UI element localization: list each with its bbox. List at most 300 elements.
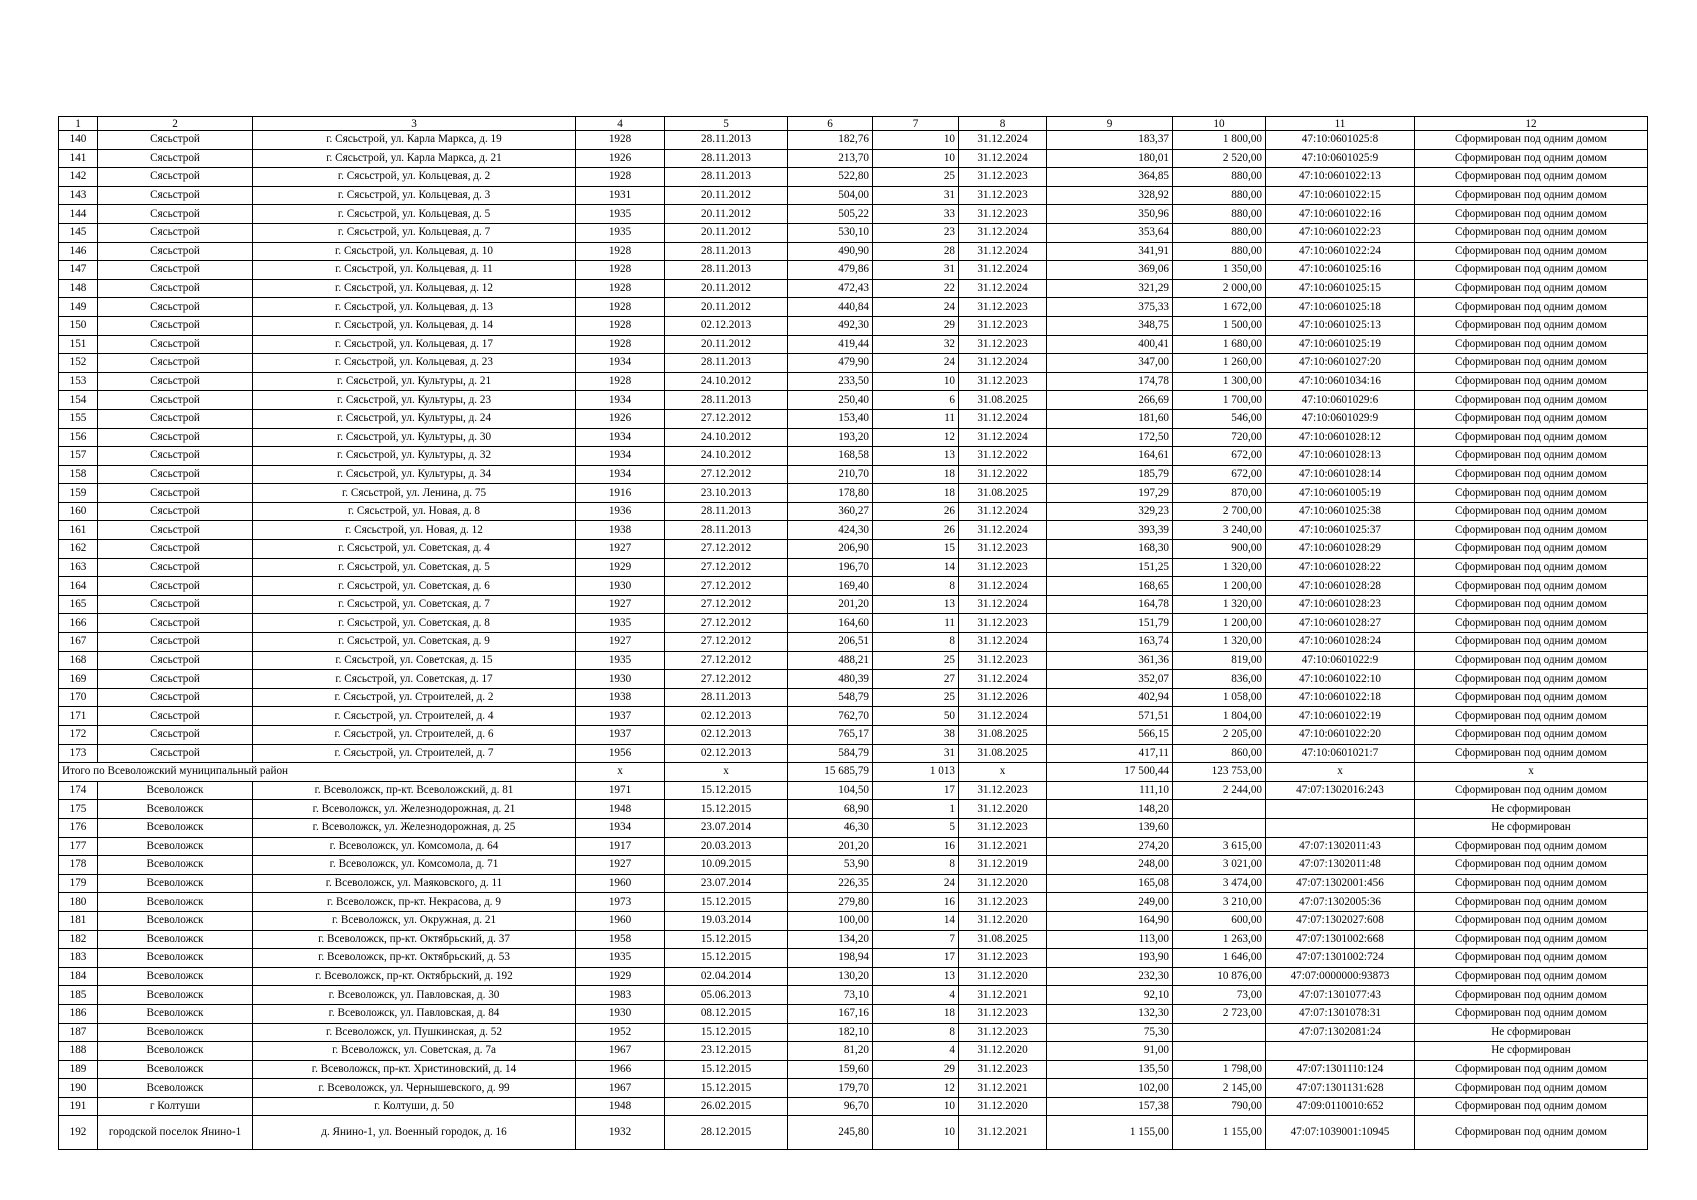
settlement-cell: Сясьстрой bbox=[98, 614, 253, 633]
settlement-cell: Сясьстрой bbox=[98, 205, 253, 224]
table-row bbox=[59, 986, 1648, 1005]
build-year-cell: 1935 bbox=[576, 223, 665, 242]
settlement-cell: Всеволожск bbox=[98, 930, 253, 949]
residents-cell: 5 bbox=[873, 818, 959, 837]
cadastral-number-cell: 47:10:0601022:23 bbox=[1266, 223, 1415, 242]
settlement-cell: Сясьстрой bbox=[98, 168, 253, 187]
relocation-date-cell: 31.12.2024 bbox=[959, 242, 1047, 261]
living-area-cell: 168,65 bbox=[1047, 577, 1173, 596]
build-year-cell: 1930 bbox=[576, 577, 665, 596]
address-cell: г. Сясьстрой, ул. Советская, д. 7 bbox=[253, 595, 576, 614]
residents-cell: 10 bbox=[873, 131, 959, 150]
cadastral-number-cell: 47:07:1302001:456 bbox=[1266, 874, 1415, 893]
living-area-cell: 165,08 bbox=[1047, 874, 1173, 893]
column-header: 12 bbox=[1415, 117, 1648, 131]
row-number-cell: 142 bbox=[59, 168, 98, 187]
table-row bbox=[59, 298, 1648, 317]
inspection-date-cell: 20.11.2012 bbox=[665, 279, 788, 298]
address-cell: г. Сясьстрой, ул. Кольцевая, д. 2 bbox=[253, 168, 576, 187]
residents-cell: 31 bbox=[873, 261, 959, 280]
row-number-cell: 170 bbox=[59, 688, 98, 707]
land-status-cell: Сформирован под одним домом bbox=[1415, 1097, 1648, 1116]
row-number-cell: 184 bbox=[59, 967, 98, 986]
residents-cell: 24 bbox=[873, 298, 959, 317]
area-cell: 440,84 bbox=[788, 298, 873, 317]
cadastral-number-cell: 47:10:0601028:13 bbox=[1266, 447, 1415, 466]
area-cell: 206,51 bbox=[788, 633, 873, 652]
land-area-cell: 2 520,00 bbox=[1173, 149, 1266, 168]
area-cell: 153,40 bbox=[788, 409, 873, 428]
living-area-cell: 185,79 bbox=[1047, 465, 1173, 484]
inspection-date-cell: 28.11.2013 bbox=[665, 242, 788, 261]
address-cell: г. Сясьстрой, ул. Советская, д. 5 bbox=[253, 558, 576, 577]
row-number-cell: 176 bbox=[59, 818, 98, 837]
settlement-cell: Сясьстрой bbox=[98, 279, 253, 298]
settlement-cell: Сясьстрой bbox=[98, 744, 253, 763]
residents-cell: 11 bbox=[873, 409, 959, 428]
table-row bbox=[59, 484, 1648, 503]
settlement-cell: Всеволожск bbox=[98, 800, 253, 819]
land-status-cell: Сформирован под одним домом bbox=[1415, 595, 1648, 614]
inspection-date-cell: 10.09.2015 bbox=[665, 856, 788, 875]
land-status-cell: Сформирован под одним домом bbox=[1415, 911, 1648, 930]
area-cell: 53,90 bbox=[788, 856, 873, 875]
inspection-date-cell: 20.11.2012 bbox=[665, 335, 788, 354]
living-area-cell: 328,92 bbox=[1047, 186, 1173, 205]
cadastral-number-cell: 47:10:0601028:22 bbox=[1266, 558, 1415, 577]
land-status-cell: Сформирован под одним домом bbox=[1415, 949, 1648, 968]
table-row bbox=[59, 874, 1648, 893]
area-cell: 196,70 bbox=[788, 558, 873, 577]
row-number-cell: 141 bbox=[59, 149, 98, 168]
build-year-cell: 1932 bbox=[576, 1116, 665, 1150]
row-number-cell: 158 bbox=[59, 465, 98, 484]
living-area-cell: 181,60 bbox=[1047, 409, 1173, 428]
relocation-date-cell: 31.12.2023 bbox=[959, 186, 1047, 205]
living-area-cell: 400,41 bbox=[1047, 335, 1173, 354]
settlement-cell: Всеволожск bbox=[98, 874, 253, 893]
land-area-cell: 1 260,00 bbox=[1173, 354, 1266, 373]
residents-cell: 38 bbox=[873, 726, 959, 745]
build-year-cell: 1937 bbox=[576, 707, 665, 726]
table-row bbox=[59, 949, 1648, 968]
address-cell: г. Сясьстрой, ул. Строителей, д. 6 bbox=[253, 726, 576, 745]
address-cell: г. Сясьстрой, ул. Строителей, д. 4 bbox=[253, 707, 576, 726]
residents-cell: 17 bbox=[873, 781, 959, 800]
inspection-date-cell: 27.12.2012 bbox=[665, 595, 788, 614]
cadastral-number-cell: 47:10:0601025:8 bbox=[1266, 131, 1415, 150]
cadastral-number-cell: 47:07:1039001:10945 bbox=[1266, 1116, 1415, 1150]
living-area-cell: 347,00 bbox=[1047, 354, 1173, 373]
table-row bbox=[59, 168, 1648, 187]
table-row bbox=[59, 781, 1648, 800]
settlement-cell: Всеволожск bbox=[98, 1004, 253, 1023]
row-number-cell: 181 bbox=[59, 911, 98, 930]
settlement-cell: Всеволожск bbox=[98, 781, 253, 800]
build-year-cell: 1916 bbox=[576, 484, 665, 503]
relocation-date-cell: 31.12.2024 bbox=[959, 131, 1047, 150]
cadastral-number-cell: 47:07:0000000:93873 bbox=[1266, 967, 1415, 986]
total-area-cell: 15 685,79 bbox=[788, 763, 873, 782]
inspection-date-cell: 02.12.2013 bbox=[665, 726, 788, 745]
area-cell: 68,90 bbox=[788, 800, 873, 819]
area-cell: 490,90 bbox=[788, 242, 873, 261]
land-status-cell: Сформирован под одним домом bbox=[1415, 1004, 1648, 1023]
land-area-cell: 672,00 bbox=[1173, 447, 1266, 466]
settlement-cell: Сясьстрой bbox=[98, 372, 253, 391]
inspection-date-cell: 15.12.2015 bbox=[665, 781, 788, 800]
housing-register-table bbox=[58, 116, 1648, 1150]
area-cell: 360,27 bbox=[788, 502, 873, 521]
inspection-date-cell: 15.12.2015 bbox=[665, 1079, 788, 1098]
settlement-cell: Сясьстрой bbox=[98, 670, 253, 689]
cadastral-number-cell: 47:10:0601029:9 bbox=[1266, 409, 1415, 428]
living-area-cell: 183,37 bbox=[1047, 131, 1173, 150]
land-area-cell bbox=[1173, 800, 1266, 819]
table-row bbox=[59, 856, 1648, 875]
relocation-date-cell: 31.12.2024 bbox=[959, 521, 1047, 540]
inspection-date-cell: 28.11.2013 bbox=[665, 502, 788, 521]
land-area-cell: 3 240,00 bbox=[1173, 521, 1266, 540]
settlement-cell: городской поселок Янино-1 bbox=[98, 1116, 253, 1150]
land-status-cell: Сформирован под одним домом bbox=[1415, 540, 1648, 559]
address-cell: г. Всеволожск, ул. Маяковского, д. 11 bbox=[253, 874, 576, 893]
build-year-cell: 1927 bbox=[576, 856, 665, 875]
build-year-cell: 1934 bbox=[576, 818, 665, 837]
residents-cell: 22 bbox=[873, 279, 959, 298]
area-cell: 167,16 bbox=[788, 1004, 873, 1023]
cadastral-number-cell: 47:07:1302005:36 bbox=[1266, 893, 1415, 912]
table-row bbox=[59, 465, 1648, 484]
land-status-cell: Сформирован под одним домом bbox=[1415, 372, 1648, 391]
land-status-cell: Сформирован под одним домом bbox=[1415, 1060, 1648, 1079]
settlement-cell: Сясьстрой bbox=[98, 149, 253, 168]
land-status-cell: Сформирован под одним домом bbox=[1415, 465, 1648, 484]
table-row bbox=[59, 837, 1648, 856]
address-cell: г. Всеволожск, ул. Железнодорожная, д. 21 bbox=[253, 800, 576, 819]
table-row bbox=[59, 335, 1648, 354]
address-cell: г. Всеволожск, пр-кт. Христиновский, д. 14 bbox=[253, 1060, 576, 1079]
table-row bbox=[59, 670, 1648, 689]
residents-cell: 10 bbox=[873, 372, 959, 391]
living-area-cell: 566,15 bbox=[1047, 726, 1173, 745]
inspection-date-cell: 20.11.2012 bbox=[665, 186, 788, 205]
living-area-cell: 393,39 bbox=[1047, 521, 1173, 540]
settlement-cell: Сясьстрой bbox=[98, 261, 253, 280]
area-cell: 522,80 bbox=[788, 168, 873, 187]
land-status-cell: Сформирован под одним домом bbox=[1415, 521, 1648, 540]
total-residents-cell: 1 013 bbox=[873, 763, 959, 782]
cadastral-number-cell: 47:10:0601022:10 bbox=[1266, 670, 1415, 689]
area-cell: 81,20 bbox=[788, 1042, 873, 1061]
address-cell: г. Сясьстрой, ул. Карла Маркса, д. 19 bbox=[253, 131, 576, 150]
inspection-date-cell: 23.07.2014 bbox=[665, 874, 788, 893]
land-area-cell: 3 021,00 bbox=[1173, 856, 1266, 875]
living-area-cell: 151,25 bbox=[1047, 558, 1173, 577]
settlement-cell: Сясьстрой bbox=[98, 131, 253, 150]
inspection-date-cell: 27.12.2012 bbox=[665, 540, 788, 559]
area-cell: 182,10 bbox=[788, 1023, 873, 1042]
cadastral-number-cell: 47:07:1301002:668 bbox=[1266, 930, 1415, 949]
living-area-cell: 353,64 bbox=[1047, 223, 1173, 242]
inspection-date-cell: 15.12.2015 bbox=[665, 1060, 788, 1079]
relocation-date-cell: 31.12.2023 bbox=[959, 1060, 1047, 1079]
land-status-cell: Сформирован под одним домом bbox=[1415, 502, 1648, 521]
settlement-cell: Всеволожск bbox=[98, 1042, 253, 1061]
area-cell: 250,40 bbox=[788, 391, 873, 410]
settlement-cell: Сясьстрой bbox=[98, 558, 253, 577]
address-cell: г. Сясьстрой, ул. Кольцевая, д. 7 bbox=[253, 223, 576, 242]
residents-cell: 18 bbox=[873, 465, 959, 484]
residents-cell: 29 bbox=[873, 316, 959, 335]
inspection-date-cell: 20.11.2012 bbox=[665, 223, 788, 242]
relocation-date-cell: 31.12.2024 bbox=[959, 577, 1047, 596]
relocation-date-cell: 31.12.2024 bbox=[959, 633, 1047, 652]
land-status-cell: Сформирован под одним домом bbox=[1415, 614, 1648, 633]
inspection-date-cell: 02.12.2013 bbox=[665, 707, 788, 726]
area-cell: 73,10 bbox=[788, 986, 873, 1005]
total-label: Итого по Всеволожский муниципальный район bbox=[59, 763, 576, 782]
land-area-cell: 1 700,00 bbox=[1173, 391, 1266, 410]
land-area-cell: 1 680,00 bbox=[1173, 335, 1266, 354]
relocation-date-cell: 31.12.2023 bbox=[959, 781, 1047, 800]
relocation-date-cell: 31.12.2022 bbox=[959, 447, 1047, 466]
inspection-date-cell: 02.04.2014 bbox=[665, 967, 788, 986]
inspection-date-cell: 15.12.2015 bbox=[665, 800, 788, 819]
land-area-cell: 880,00 bbox=[1173, 186, 1266, 205]
land-area-cell: 880,00 bbox=[1173, 223, 1266, 242]
residents-cell: 8 bbox=[873, 1023, 959, 1042]
table-row bbox=[59, 1079, 1648, 1098]
address-cell: г. Всеволожск, ул. Железнодорожная, д. 25 bbox=[253, 818, 576, 837]
row-number-cell: 150 bbox=[59, 316, 98, 335]
area-cell: 210,70 bbox=[788, 465, 873, 484]
land-status-cell: Сформирован под одним домом bbox=[1415, 707, 1648, 726]
build-year-cell: 1928 bbox=[576, 298, 665, 317]
row-number-cell: 175 bbox=[59, 800, 98, 819]
address-cell: г. Сясьстрой, ул. Культуры, д. 34 bbox=[253, 465, 576, 484]
area-cell: 765,17 bbox=[788, 726, 873, 745]
living-area-cell: 402,94 bbox=[1047, 688, 1173, 707]
land-area-cell: 870,00 bbox=[1173, 484, 1266, 503]
cadastral-number-cell: 47:10:0601022:13 bbox=[1266, 168, 1415, 187]
living-area-cell: 348,75 bbox=[1047, 316, 1173, 335]
settlement-cell: Всеволожск bbox=[98, 911, 253, 930]
table-row bbox=[59, 911, 1648, 930]
row-number-cell: 187 bbox=[59, 1023, 98, 1042]
living-area-cell: 113,00 bbox=[1047, 930, 1173, 949]
settlement-cell: Сясьстрой bbox=[98, 465, 253, 484]
settlement-cell: Сясьстрой bbox=[98, 298, 253, 317]
total-row bbox=[59, 763, 1648, 782]
area-cell: 424,30 bbox=[788, 521, 873, 540]
land-status-cell: Сформирован под одним домом bbox=[1415, 354, 1648, 373]
land-status-cell: Сформирован под одним домом bbox=[1415, 205, 1648, 224]
residents-cell: 16 bbox=[873, 837, 959, 856]
cadastral-number-cell: 47:07:1301110:124 bbox=[1266, 1060, 1415, 1079]
land-status-cell: Сформирован под одним домом bbox=[1415, 484, 1648, 503]
row-number-cell: 186 bbox=[59, 1004, 98, 1023]
inspection-date-cell: 05.06.2013 bbox=[665, 986, 788, 1005]
cadastral-number-cell: 47:07:1301131:628 bbox=[1266, 1079, 1415, 1098]
residents-cell: 13 bbox=[873, 595, 959, 614]
land-area-cell: 2 723,00 bbox=[1173, 1004, 1266, 1023]
build-year-cell: 1931 bbox=[576, 186, 665, 205]
cadastral-number-cell: 47:07:1302011:43 bbox=[1266, 837, 1415, 856]
area-cell: 226,35 bbox=[788, 874, 873, 893]
address-cell: г. Сясьстрой, ул. Культуры, д. 21 bbox=[253, 372, 576, 391]
cadastral-number-cell bbox=[1266, 818, 1415, 837]
cadastral-number-cell: 47:10:0601025:37 bbox=[1266, 521, 1415, 540]
land-area-cell: 819,00 bbox=[1173, 651, 1266, 670]
inspection-date-cell: 15.12.2015 bbox=[665, 930, 788, 949]
address-cell: г. Всеволожск, пр-кт. Октябрьский, д. 37 bbox=[253, 930, 576, 949]
living-area-cell: 135,50 bbox=[1047, 1060, 1173, 1079]
relocation-date-cell: 31.12.2023 bbox=[959, 558, 1047, 577]
cadastral-number-cell: 47:07:1302016:243 bbox=[1266, 781, 1415, 800]
table-row bbox=[59, 707, 1648, 726]
residents-cell: 18 bbox=[873, 484, 959, 503]
area-cell: 548,79 bbox=[788, 688, 873, 707]
address-cell: г. Сясьстрой, ул. Новая, д. 8 bbox=[253, 502, 576, 521]
land-area-cell: 1 798,00 bbox=[1173, 1060, 1266, 1079]
living-area-cell: 132,30 bbox=[1047, 1004, 1173, 1023]
inspection-date-cell: 26.02.2015 bbox=[665, 1097, 788, 1116]
relocation-date-cell: 31.12.2023 bbox=[959, 949, 1047, 968]
residents-cell: 28 bbox=[873, 242, 959, 261]
residents-cell: 8 bbox=[873, 633, 959, 652]
land-area-cell: 860,00 bbox=[1173, 744, 1266, 763]
address-cell: г. Сясьстрой, ул. Советская, д. 8 bbox=[253, 614, 576, 633]
build-year-cell: 1927 bbox=[576, 595, 665, 614]
relocation-date-cell: 31.12.2023 bbox=[959, 893, 1047, 912]
settlement-cell: Сясьстрой bbox=[98, 186, 253, 205]
table-row bbox=[59, 577, 1648, 596]
inspection-date-cell: 20.11.2012 bbox=[665, 298, 788, 317]
address-cell: г. Сясьстрой, ул. Кольцевая, д. 17 bbox=[253, 335, 576, 354]
cadastral-number-cell: 47:10:0601028:24 bbox=[1266, 633, 1415, 652]
address-cell: г. Сясьстрой, ул. Культуры, д. 23 bbox=[253, 391, 576, 410]
table-row bbox=[59, 428, 1648, 447]
table-row bbox=[59, 930, 1648, 949]
total-build-year-cell: x bbox=[576, 763, 665, 782]
residents-cell: 4 bbox=[873, 986, 959, 1005]
living-area-cell: 172,50 bbox=[1047, 428, 1173, 447]
area-cell: 182,76 bbox=[788, 131, 873, 150]
land-area-cell: 1 800,00 bbox=[1173, 131, 1266, 150]
residents-cell: 33 bbox=[873, 205, 959, 224]
address-cell: г. Сясьстрой, ул. Ленина, д. 75 bbox=[253, 484, 576, 503]
table-row bbox=[59, 354, 1648, 373]
area-cell: 233,50 bbox=[788, 372, 873, 391]
address-cell: г. Сясьстрой, ул. Советская, д. 17 bbox=[253, 670, 576, 689]
land-area-cell: 1 646,00 bbox=[1173, 949, 1266, 968]
build-year-cell: 1934 bbox=[576, 391, 665, 410]
settlement-cell: Сясьстрой bbox=[98, 223, 253, 242]
row-number-cell: 166 bbox=[59, 614, 98, 633]
table-row bbox=[59, 614, 1648, 633]
row-number-cell: 173 bbox=[59, 744, 98, 763]
residents-cell: 12 bbox=[873, 428, 959, 447]
address-cell: г. Всеволожск, ул. Пушкинская, д. 52 bbox=[253, 1023, 576, 1042]
cadastral-number-cell: 47:07:1301002:724 bbox=[1266, 949, 1415, 968]
inspection-date-cell: 20.03.2013 bbox=[665, 837, 788, 856]
residents-cell: 24 bbox=[873, 354, 959, 373]
cadastral-number-cell: 47:10:0601025:18 bbox=[1266, 298, 1415, 317]
relocation-date-cell: 31.08.2025 bbox=[959, 744, 1047, 763]
row-number-cell: 144 bbox=[59, 205, 98, 224]
inspection-date-cell: 02.12.2013 bbox=[665, 316, 788, 335]
area-cell: 530,10 bbox=[788, 223, 873, 242]
land-status-cell: Сформирован под одним домом bbox=[1415, 223, 1648, 242]
land-area-cell: 1 263,00 bbox=[1173, 930, 1266, 949]
build-year-cell: 1935 bbox=[576, 614, 665, 633]
inspection-date-cell: 27.12.2012 bbox=[665, 558, 788, 577]
row-number-cell: 152 bbox=[59, 354, 98, 373]
residents-cell: 26 bbox=[873, 521, 959, 540]
build-year-cell: 1934 bbox=[576, 428, 665, 447]
address-cell: г. Всеволожск, ул. Комсомола, д. 71 bbox=[253, 856, 576, 875]
relocation-date-cell: 31.12.2023 bbox=[959, 335, 1047, 354]
living-area-cell: 139,60 bbox=[1047, 818, 1173, 837]
land-area-cell: 10 876,00 bbox=[1173, 967, 1266, 986]
address-cell: д. Янино-1, ул. Военный городок, д. 16 bbox=[253, 1116, 576, 1150]
residents-cell: 13 bbox=[873, 967, 959, 986]
inspection-date-cell: 15.12.2015 bbox=[665, 1023, 788, 1042]
column-header: 7 bbox=[873, 117, 959, 131]
address-cell: г. Сясьстрой, ул. Кольцевая, д. 5 bbox=[253, 205, 576, 224]
settlement-cell: Всеволожск bbox=[98, 893, 253, 912]
living-area-cell: 102,00 bbox=[1047, 1079, 1173, 1098]
land-area-cell: 1 300,00 bbox=[1173, 372, 1266, 391]
build-year-cell: 1927 bbox=[576, 633, 665, 652]
table-row bbox=[59, 726, 1648, 745]
cadastral-number-cell: 47:10:0601022:24 bbox=[1266, 242, 1415, 261]
address-cell: г. Всеволожск, пр-кт. Некрасова, д. 9 bbox=[253, 893, 576, 912]
land-status-cell: Сформирован под одним домом bbox=[1415, 1116, 1648, 1150]
living-area-cell: 571,51 bbox=[1047, 707, 1173, 726]
table-row bbox=[59, 893, 1648, 912]
row-number-cell: 157 bbox=[59, 447, 98, 466]
column-header: 9 bbox=[1047, 117, 1173, 131]
cadastral-number-cell: 47:10:0601005:19 bbox=[1266, 484, 1415, 503]
inspection-date-cell: 28.12.2015 bbox=[665, 1116, 788, 1150]
inspection-date-cell: 08.12.2015 bbox=[665, 1004, 788, 1023]
inspection-date-cell: 23.12.2015 bbox=[665, 1042, 788, 1061]
row-number-cell: 182 bbox=[59, 930, 98, 949]
relocation-date-cell: 31.12.2024 bbox=[959, 223, 1047, 242]
row-number-cell: 147 bbox=[59, 261, 98, 280]
build-year-cell: 1966 bbox=[576, 1060, 665, 1079]
area-cell: 96,70 bbox=[788, 1097, 873, 1116]
row-number-cell: 154 bbox=[59, 391, 98, 410]
build-year-cell: 1928 bbox=[576, 316, 665, 335]
address-cell: г. Всеволожск, пр-кт. Октябрьский, д. 192 bbox=[253, 967, 576, 986]
build-year-cell: 1935 bbox=[576, 651, 665, 670]
address-cell: г. Сясьстрой, ул. Советская, д. 9 bbox=[253, 633, 576, 652]
relocation-date-cell: 31.12.2023 bbox=[959, 372, 1047, 391]
relocation-date-cell: 31.12.2024 bbox=[959, 707, 1047, 726]
cadastral-number-cell: 47:07:1301077:43 bbox=[1266, 986, 1415, 1005]
relocation-date-cell: 31.12.2023 bbox=[959, 651, 1047, 670]
row-number-cell: 169 bbox=[59, 670, 98, 689]
build-year-cell: 1930 bbox=[576, 1004, 665, 1023]
land-area-cell: 1 320,00 bbox=[1173, 595, 1266, 614]
area-cell: 100,00 bbox=[788, 911, 873, 930]
land-area-cell: 2 145,00 bbox=[1173, 1079, 1266, 1098]
row-number-cell: 140 bbox=[59, 131, 98, 150]
table-row bbox=[59, 967, 1648, 986]
